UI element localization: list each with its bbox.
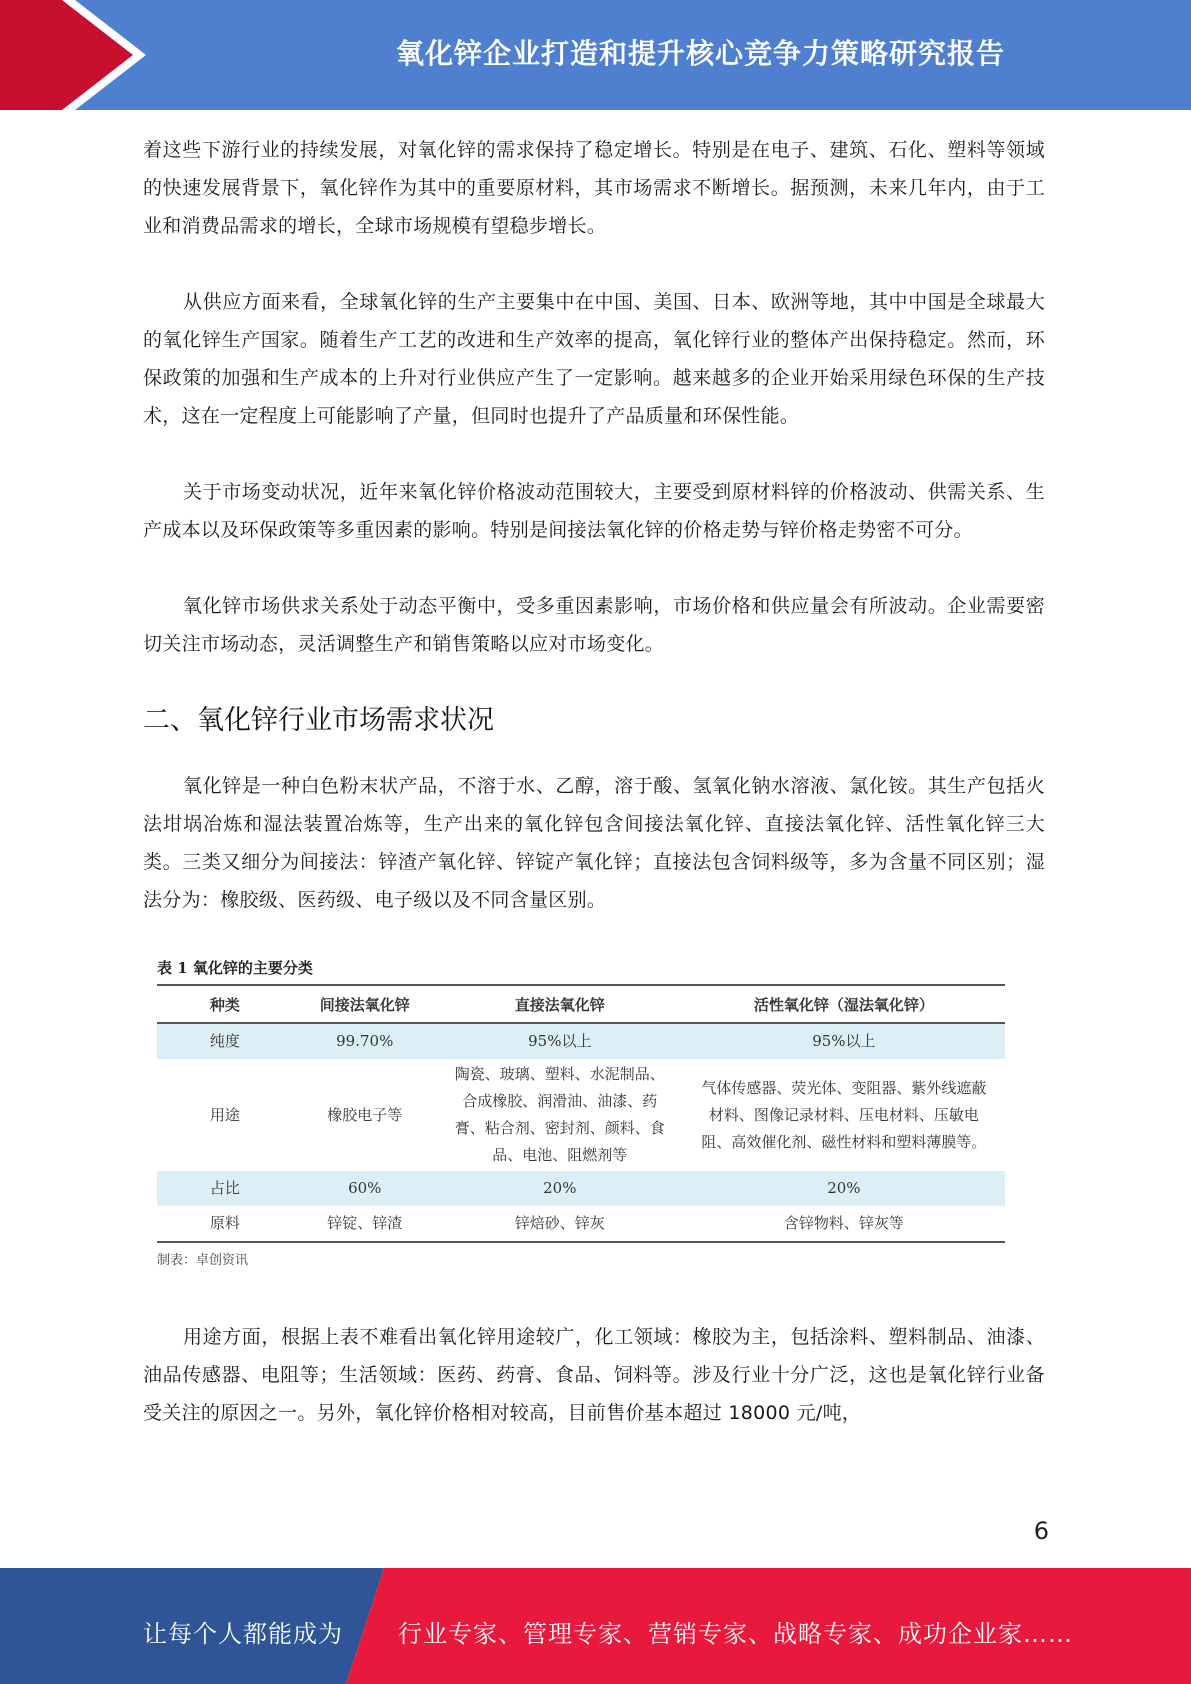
table-cell: 纯度 xyxy=(157,1023,293,1059)
table-cell: 20% xyxy=(437,1171,683,1206)
page-footer xyxy=(0,1568,1191,1684)
page-content xyxy=(143,131,1045,1470)
table-header-cell: 种类 xyxy=(157,985,293,1023)
table-header-cell: 间接法氧化锌 xyxy=(293,985,437,1023)
paragraph-supply: 从供应方面来看，全球氧化锌的生产主要集中在中国、美国、日本、欧洲等地，其中中国是全球最大的氧化锌生产国家。随着生产工艺的改进和生产效率的提高，氧化锌行业的整体产出保持稳定。然而，环保政策的加强和生产成本的上升对行业供应产生了一定影响。越来越多的企业开始采用绿色环保的生产技术，这在一定程度上可能影响了产量，但同时也提升了产品质量和环保性能。 xyxy=(143,291,1045,427)
table-cell: 锌焙砂、锌灰 xyxy=(437,1206,683,1242)
paragraph-balance: 氧化锌市场供求关系处于动态平衡中，受多重因素影响，市场价格和供应量会有所波动。企业需要密切关注市场动态，灵活调整生产和销售策略以应对市场变化。 xyxy=(143,595,1045,655)
report-title: 氧化锌企业打造和提升核心竞争力策略研究报告 xyxy=(395,37,1005,70)
table-cell: 橡胶电子等 xyxy=(327,1105,403,1124)
table-row-purity xyxy=(157,1023,1005,1059)
table-header-cell: 直接法氧化锌 xyxy=(437,985,683,1023)
table-cell: 气体传感器、荧光体、变阻器、紫外线遮蔽材料、图像记录材料、压电材料、压敏电阻、高效催化剂、磁性材料和塑料薄膜等。 xyxy=(701,1078,987,1151)
footer-slogan-left: 让每个人都能成为 xyxy=(143,1620,343,1648)
table-cell: 原料 xyxy=(157,1206,293,1242)
paragraph-demand-growth: 着这些下游行业的持续发展，对氧化锌的需求保持了稳定增长。特别是在电子、建筑、石化、塑料等领域的快速发展背景下，氧化锌作为其中的重要原材料，其市场需求不断增长。据预测，未来几年内，由于工业和消费品需求的增长，全球市场规模有望稳步增长。 xyxy=(143,139,1045,237)
table-cell: 60% xyxy=(293,1171,437,1206)
table-row-raw-material xyxy=(157,1206,1005,1242)
table-caption: 表 1 氧化锌的主要分类 xyxy=(157,959,313,977)
section-heading: 二、氧化锌行业市场需求状况 xyxy=(143,705,494,736)
table-cell: 95%以上 xyxy=(683,1023,1005,1059)
red-arrow-shape xyxy=(0,0,133,110)
footer-slogan-right: 行业专家、管理专家、营销专家、战略专家、成功企业家…… xyxy=(398,1620,1073,1648)
table-row-share xyxy=(157,1171,1005,1206)
table-header-cell: 活性氧化锌（湿法氧化锌） xyxy=(683,985,1005,1023)
classification-table-block xyxy=(157,957,1005,1268)
table-source-note: 制表：卓创资讯 xyxy=(157,1253,249,1268)
page-number: 6 xyxy=(1033,1517,1049,1545)
paragraph-zinc-oxide-intro: 氧化锌是一种白色粉末状产品，不溶于水、乙醇，溶于酸、氢氧化钠水溶液、氯化铵。其生产包括火法坩埚冶炼和湿法装置冶炼等，生产出来的氧化锌包含间接法氧化锌、直接法氧化锌、活性氧化锌三大类。三类又细分为间接法：锌渣产氧化锌、锌锭产氧化锌；直接法包含饲料级等，多为含量不同区别；湿法分为：橡胶级、医药级、电子级以及不同含量区别。 xyxy=(143,775,1045,911)
table-cell: 用途 xyxy=(209,1105,240,1124)
table-header-row xyxy=(157,985,1005,1023)
table-cell: 陶瓷、玻璃、塑料、水泥制品、合成橡胶、润滑油、油漆、药膏、粘合剂、密封剂、颜料、食品、电池、阻燃剂等 xyxy=(454,1065,665,1164)
page-header xyxy=(0,0,1191,110)
table-cell: 99.70% xyxy=(293,1023,437,1059)
table-cell: 含锌物料、锌灰等 xyxy=(683,1206,1005,1242)
table-cell: 占比 xyxy=(157,1171,293,1206)
paragraph-usage-summary: 用途方面，根据上表不难看出氧化锌用途较广，化工领域：橡胶为主，包括涂料、塑料制品、油漆、油品传感器、电阻等；生活领域：医药、药膏、食品、饲料等。涉及行业十分广泛，这也是氧化锌行业备受关注的原因之一。另外，氧化锌价格相对较高，目前售价基本超过 18000 元/吨， xyxy=(143,1326,1045,1424)
table-row-usage xyxy=(157,1059,1005,1171)
table-cell: 锌锭、锌渣 xyxy=(293,1206,437,1242)
paragraph-market-change: 关于市场变动状况，近年来氧化锌价格波动范围较大，主要受到原材料锌的价格波动、供需关系、生产成本以及环保政策等多重因素的影响。特别是间接法氧化锌的价格走势与锌价格走势密不可分。 xyxy=(143,481,1045,541)
table-cell: 95%以上 xyxy=(437,1023,683,1059)
table-cell: 20% xyxy=(683,1171,1005,1206)
classification-table xyxy=(157,984,1005,1243)
